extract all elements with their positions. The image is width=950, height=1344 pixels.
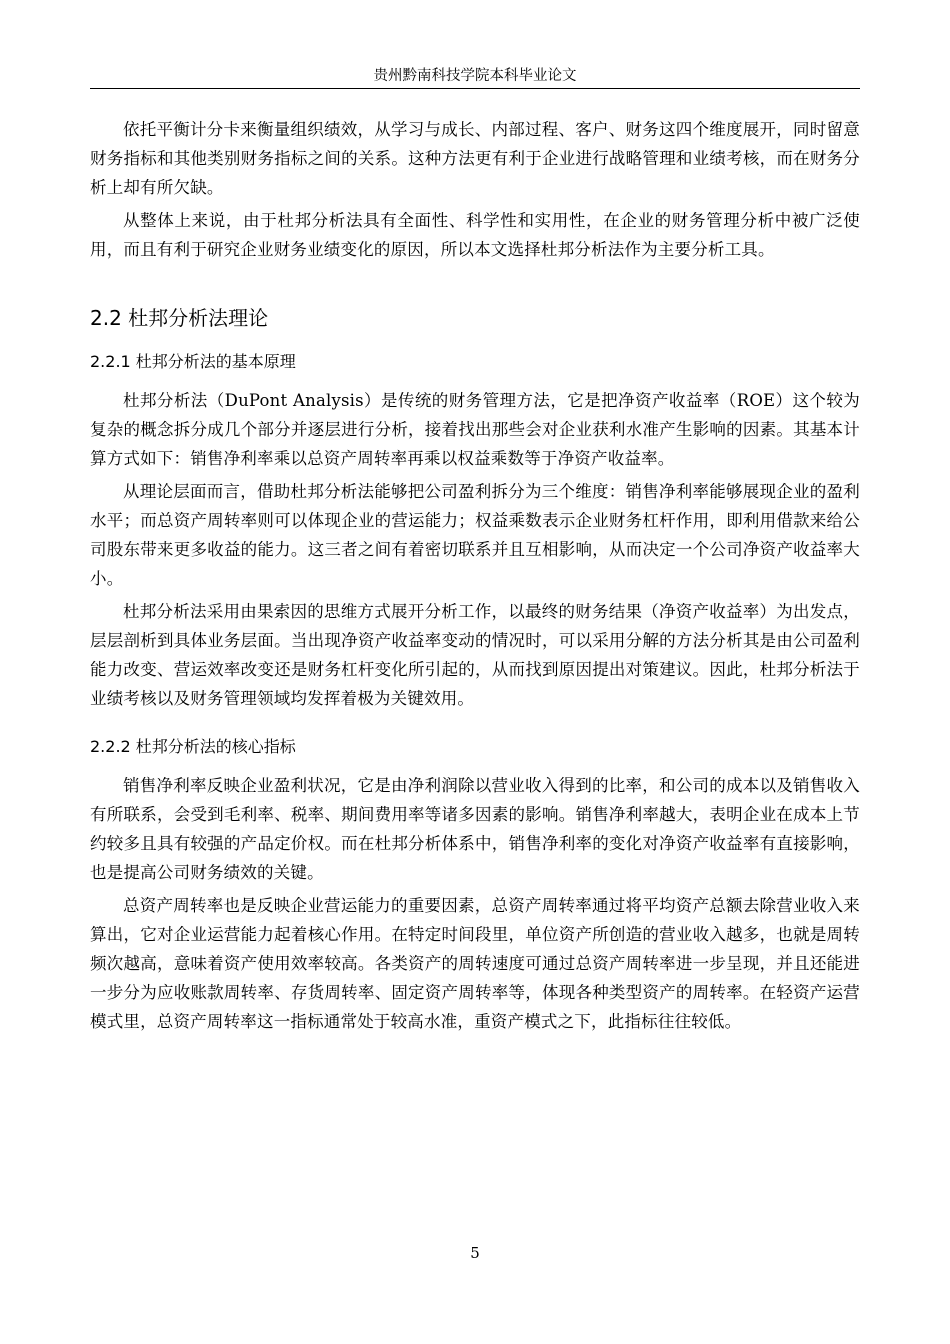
body-paragraph: 杜邦分析法采用由果索因的思维方式展开分析工作，以最终的财务结果（净资产收益率）为出发点，层层剖析到具体业务层面。当出现净资产收益率变动的情况时，可以采用分解的方法分析其是由公司盈利能力改变、营运效率改变还是财务杠杆变化所引起的，从而找到原因提出对策建议。因此，杜邦分析法于业绩考核以及财务管理领域均发挥着极为关键效用。 (90, 602, 860, 708)
body-paragraph: 依托平衡计分卡来衡量组织绩效，从学习与成长、内部过程、客户、财务这四个维度展开，同时留意财务指标和其他类别财务指标之间的关系。这种方法更有利于企业进行战略管理和业绩考核，而在财务分析上却有所欠缺。 (90, 120, 860, 197)
running-header: 贵州黔南科技学院本科毕业论文 (90, 66, 860, 89)
page-body (90, 115, 860, 1040)
body-paragraph: 从理论层面而言，借助杜邦分析法能够把公司盈利拆分为三个维度：销售净利率能够展现企业的盈利水平；而总资产周转率则可以体现企业的营运能力；权益乘数表示企业财务杠杆作用，即利用借款来给公司股东带来更多收益的能力。这三者之间有着密切联系并且互相影响，从而决定一个公司净资产收益率大小。 (90, 482, 860, 588)
body-paragraph: 销售净利率反映企业盈利状况，它是由净利润除以营业收入得到的比率，和公司的成本以及销售收入有所联系，会受到毛利率、税率、期间费用率等诸多因素的影响。销售净利率越大，表明企业在成本上节约较多且具有较强的产品定价权。而在杜邦分析体系中，销售净利率的变化对净资产收益率有直接影响，也是提高公司财务绩效的关键。 (90, 776, 860, 882)
section-heading: 2.2 杜邦分析法理论 (90, 306, 269, 330)
body-paragraph: 从整体上来说，由于杜邦分析法具有全面性、科学性和实用性，在企业的财务管理分析中被广泛使用，而且有利于研究企业财务业绩变化的原因，所以本文选择杜邦分析法作为主要分析工具。 (90, 211, 860, 259)
body-paragraph: 总资产周转率也是反映企业营运能力的重要因素，总资产周转率通过将平均资产总额去除营业收入来算出，它对企业运营能力起着核心作用。在特定时间段里，单位资产所创造的营业收入越多，也就是周转频次越高，意味着资产使用效率较高。各类资产的周转速度可通过总资产周转率进一步呈现，并且还能进一步分为应收账款周转率、存货周转率、固定资产周转率等，体现各种类型资产的周转率。在轻资产运营模式里，总资产周转率这一指标通常处于较高水准，重资产模式之下，此指标往往较低。 (90, 896, 860, 1031)
body-paragraph: 杜邦分析法（DuPont Analysis）是传统的财务管理方法，它是把净资产收益率（ROE）这个较为复杂的概念拆分成几个部分并逐层进行分析，接着找出那些会对企业获利水准产生影响的因素。其基本计算方式如下：销售净利率乘以总资产周转率再乘以权益乘数等于净资产收益率。 (90, 391, 860, 468)
page-number: 5 (470, 1244, 480, 1262)
subsection-heading: 2.2.2 杜邦分析法的核心指标 (90, 737, 296, 756)
subsection-heading: 2.2.1 杜邦分析法的基本原理 (90, 352, 296, 371)
